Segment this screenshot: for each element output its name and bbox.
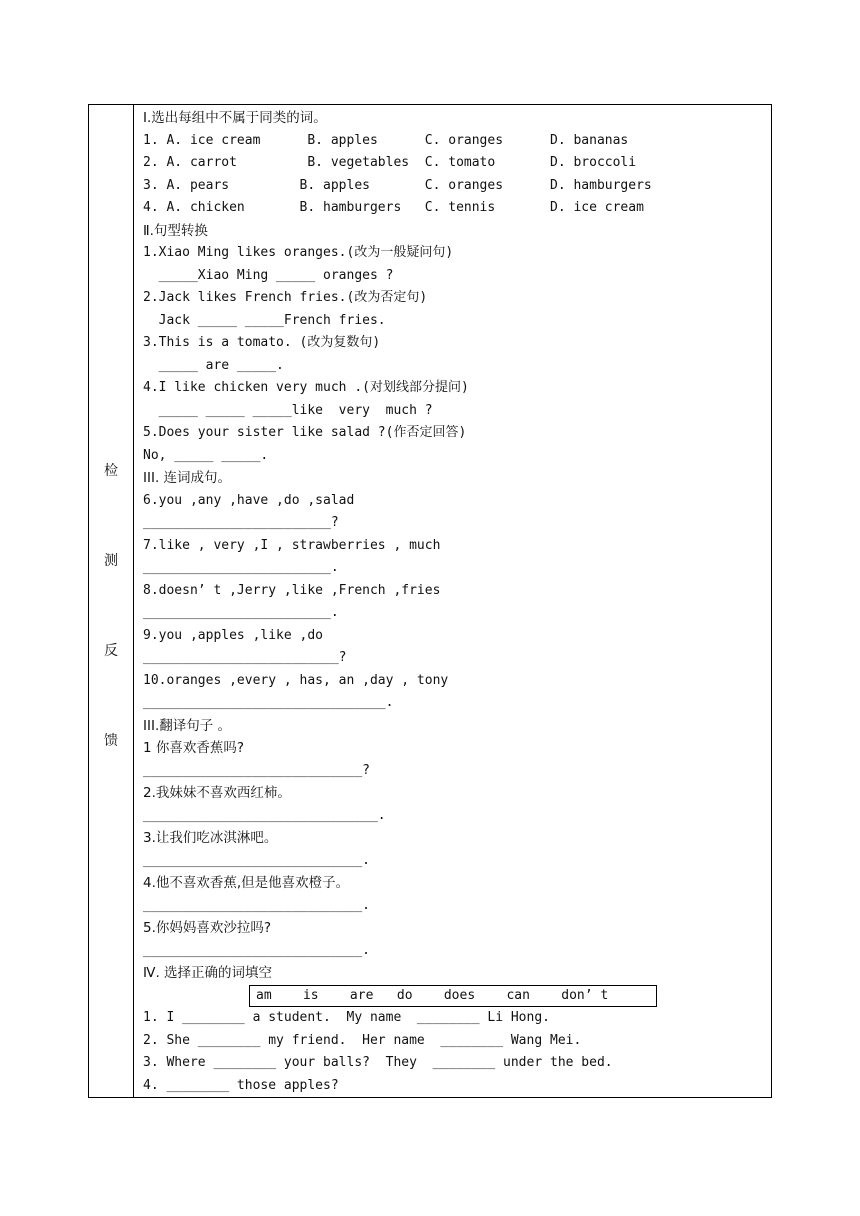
exercise-line: 2.Jack likes French fries.(改为否定句) [143, 290, 428, 305]
side-label-char: 检 [104, 463, 118, 479]
exercise-line: _____ are _____. [143, 357, 284, 373]
exercise-line: _____Xiao Ming _____ oranges ? [143, 267, 394, 283]
exercise-line: 3.This is a tomato. (改为复数句) [143, 335, 381, 350]
exercise-line: 2. A. carrot B. vegetables C. tomato D. broccoli [143, 155, 637, 170]
exercise-line: _____ _____ _____like very much ? [143, 402, 433, 418]
exercise-line: No, _____ _____. [143, 447, 269, 463]
answer-blank-line: ____________________________. [143, 942, 370, 958]
exercise-line: 3. A. pears B. apples C. oranges D. hamburgers [143, 177, 652, 193]
word-bank-box: am is are do does can don’ t [249, 985, 657, 1007]
exercise-line: 2. She ________ my friend. Her name ________ Wang Mei. [143, 1032, 582, 1048]
exercise-line: Jack _____ _____French fries. [143, 312, 386, 328]
exercise-line: 5.Does your sister like salad ?(作否定回答) [143, 425, 467, 440]
exercise-line: 3. Where ________ your balls? They ________ under the bed. [143, 1055, 613, 1070]
exercise-line: 5.你妈妈喜欢沙拉吗? [143, 920, 272, 936]
section-heading: Ⅰ.选出每组中不属于同类的词。 [143, 110, 327, 126]
exercise-line: 1 你喜欢香蕉吗? [143, 740, 245, 756]
exercise-line: 7.like , very ,I , strawberries , much [143, 537, 441, 553]
answer-blank-line: ________________________. [143, 560, 339, 575]
exercise-line: 6.you ,any ,have ,do ,salad [143, 492, 355, 508]
exercise-line: 4. ________ those apples? [143, 1077, 339, 1093]
exercise-line: 10.oranges ,every , has, an ,day , tony [143, 672, 449, 688]
answer-blank-line: ________________________. [143, 605, 339, 620]
side-label-char: 馈 [104, 733, 118, 749]
side-label-char: 反 [104, 643, 118, 659]
exercise-line: 4. A. chicken B. hamburgers C. tennis D. ice cream [143, 200, 644, 215]
exercise-line: 1. A. ice cream B. apples C. oranges D. bananas [143, 132, 629, 148]
answer-blank-line: ____________________________. [143, 897, 370, 913]
answer-blank-line: _________________________? [143, 650, 347, 665]
side-label-char: 测 [104, 553, 118, 569]
answer-blank-line: ____________________________. [143, 852, 370, 868]
section-heading: III. 连词成句。 [143, 470, 232, 486]
exercise-line: 8.doesn’ t ,Jerry ,like ,French ,fries [143, 582, 441, 598]
worksheet-table [88, 104, 772, 1098]
exercise-line: 1.Xiao Ming likes oranges.(改为一般疑问句) [143, 245, 454, 260]
exercise-line: 2.我妹妹不喜欢西红柿。 [143, 785, 291, 801]
section-heading: III.翻译句子 。 [143, 717, 232, 734]
section-heading: Ⅳ. 选择正确的词填空 [143, 965, 273, 981]
answer-blank-line: ________________________? [143, 515, 339, 530]
exercise-line: 4.I like chicken very much .(对划线部分提问) [143, 380, 469, 395]
section-heading: Ⅱ.句型转换 [143, 222, 208, 239]
exercise-line: 4.他不喜欢香蕉,但是他喜欢橙子。 [143, 875, 350, 891]
answer-blank-line: ____________________________? [143, 762, 370, 778]
answer-blank-line: ______________________________. [143, 807, 386, 823]
answer-blank-line: _______________________________. [143, 695, 394, 710]
exercise-line: 1. I ________ a student. My name ________ Li Hong. [143, 1010, 550, 1025]
exercise-content [143, 107, 765, 1097]
side-label-column [89, 105, 134, 1097]
exercise-line: 9.you ,apples ,like ,do [143, 627, 324, 643]
exercise-line: 3.让我们吃冰淇淋吧。 [143, 830, 278, 846]
